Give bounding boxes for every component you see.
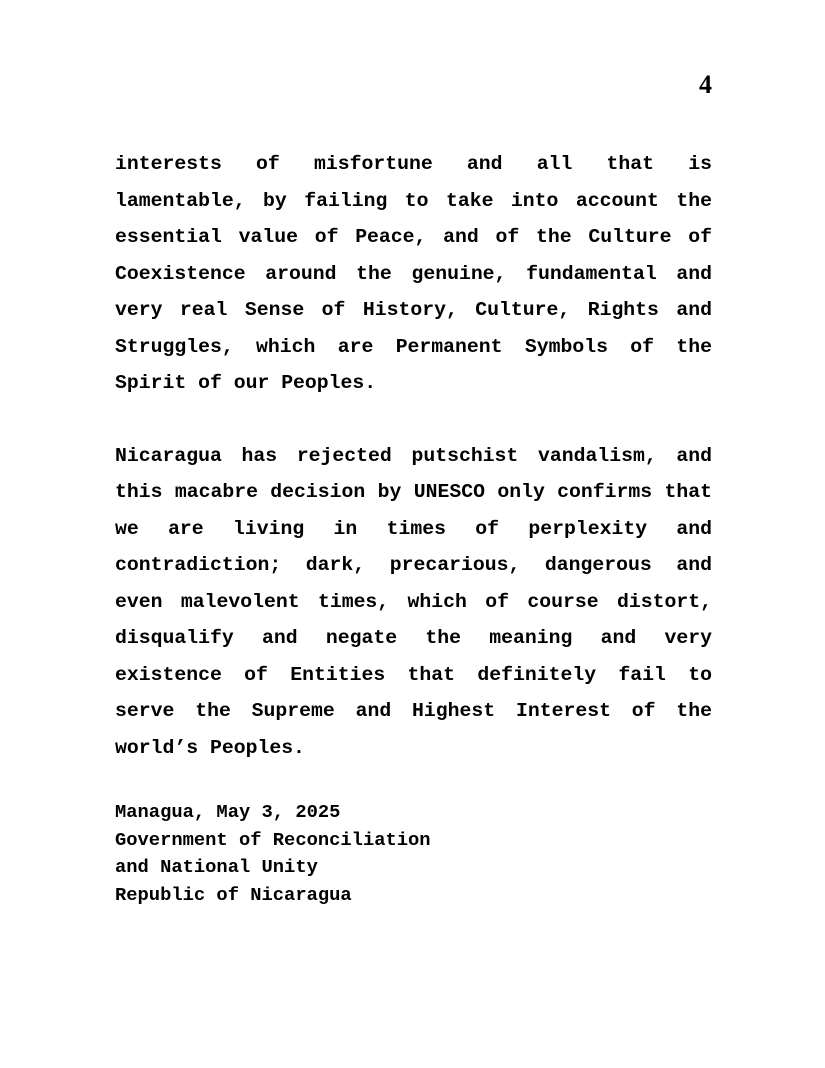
paragraph-2 <box>115 438 712 767</box>
text-line: contradiction; dark, precarious, dangerous and <box>115 554 712 576</box>
signature-government: Government of Reconciliation <box>115 828 431 851</box>
text-line: Coexistence around the genuine, fundamental and <box>115 262 712 285</box>
text-line: Spirit of our Peoples. <box>115 372 377 394</box>
paragraph-1 <box>115 146 712 402</box>
text-line: disqualify and negate the meaning and very <box>115 627 712 649</box>
page-number: 4 <box>699 70 712 99</box>
signature-unity: and National Unity <box>115 856 318 878</box>
text-line: even malevolent times, which of course distort, <box>115 590 712 613</box>
text-line: interests of misfortune and all that is <box>115 153 712 175</box>
text-line: this macabre decision by UNESCO only confirms that <box>115 481 712 503</box>
text-line: serve the Supreme and Highest Interest of the <box>115 700 712 722</box>
text-line: very real Sense of History, Culture, Rights and <box>115 299 712 321</box>
page-content <box>115 146 712 909</box>
signature-republic: Republic of Nicaragua <box>115 883 352 906</box>
text-line: lamentable, by failing to take into account the <box>115 189 712 212</box>
text-line: world’s Peoples. <box>115 736 305 759</box>
text-line: Nicaragua has rejected putschist vandalism, and <box>115 444 712 467</box>
signature-place-date: Managua, May 3, 2025 <box>115 801 341 823</box>
text-line: Struggles, which are Permanent Symbols of the <box>115 335 712 358</box>
text-line: existence of Entities that definitely fail to <box>115 663 712 686</box>
text-line: essential value of Peace, and of the Culture of <box>115 226 712 248</box>
signature-block <box>115 799 712 909</box>
text-line: we are living in times of perplexity and <box>115 517 712 540</box>
